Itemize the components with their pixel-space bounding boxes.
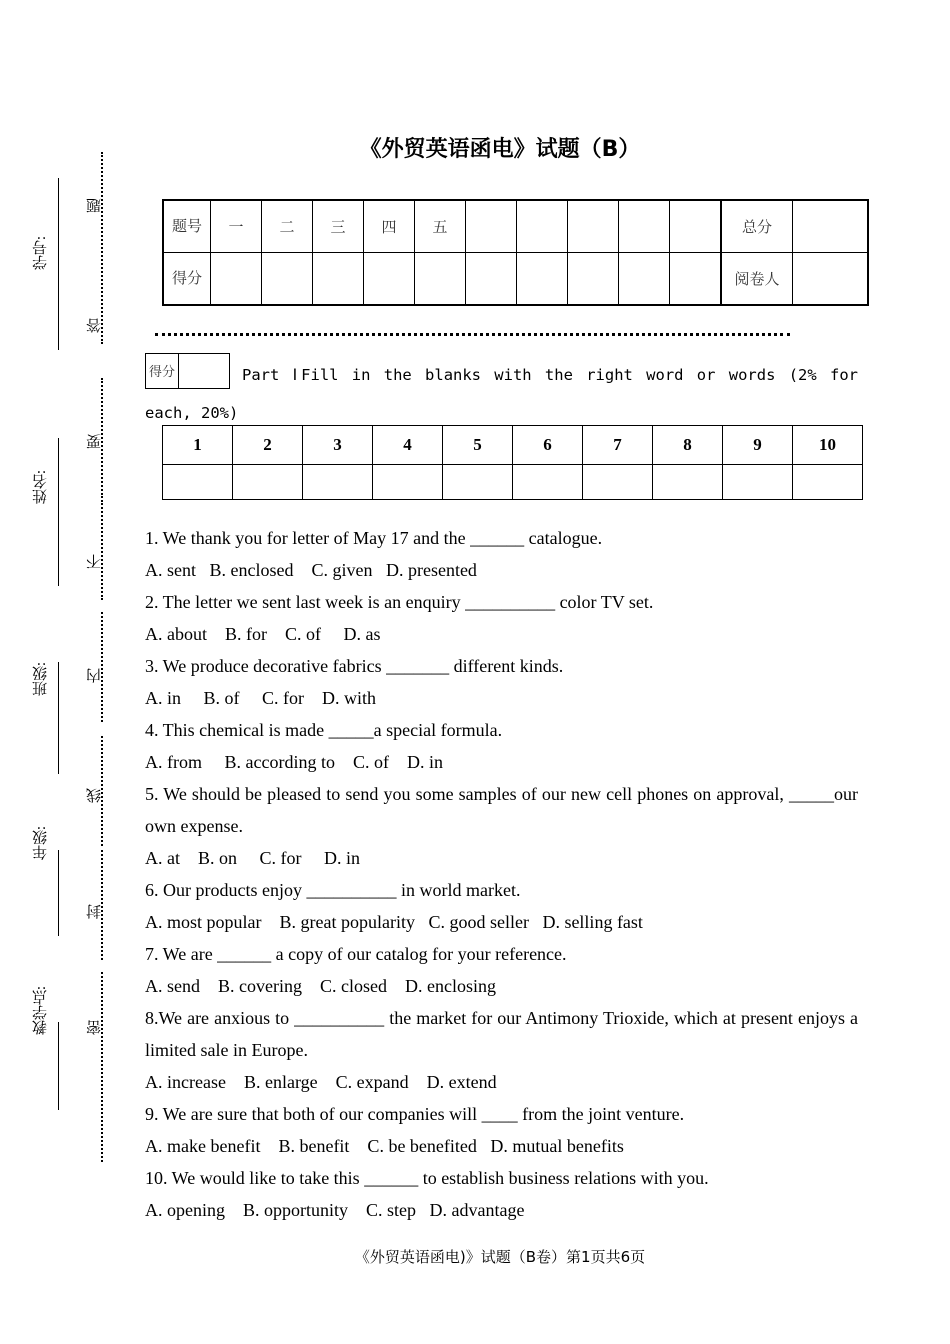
empty-cell <box>670 200 722 253</box>
part1-instruction: Part ⅠFill in the blanks with the right word or words (2% for each, 20%) <box>145 366 858 422</box>
seal-char: 答 <box>87 318 103 333</box>
exam-title: 《外贸英语函电》试题（B） <box>359 137 641 162</box>
question-text: 6. Our products enjoy __________ in world market. <box>145 880 521 900</box>
answer-cell[interactable] <box>163 465 233 500</box>
score-cell[interactable] <box>313 253 364 306</box>
question-options: A. increase B. enlarge C. expand D. extend <box>145 1072 497 1092</box>
seal-char: 要 <box>87 434 103 449</box>
score-cell[interactable] <box>211 253 262 306</box>
section-number: 三 <box>313 200 364 253</box>
question-text: 2. The letter we sent last week is an enquiry __________ color TV set. <box>145 592 654 612</box>
seal-dotted-line <box>101 500 103 600</box>
class-line <box>58 662 59 774</box>
score-cell[interactable] <box>619 253 670 306</box>
answer-cell[interactable] <box>233 465 303 500</box>
answer-header: 7 <box>583 426 653 465</box>
question-text: 5. We should be pleased to send you some samples of our new cell phones on approval, _____our own expense. <box>145 784 858 836</box>
grade-label: 年级: <box>33 826 49 861</box>
seal-dotted-line <box>101 972 103 1162</box>
answer-cell[interactable] <box>373 465 443 500</box>
seal-char: 线 <box>87 788 103 803</box>
score-cell[interactable] <box>517 253 568 306</box>
answer-header: 2 <box>233 426 303 465</box>
teaching-site-label: 教学点: <box>33 986 49 1036</box>
answer-header: 10 <box>793 426 863 465</box>
grade-line <box>58 850 59 936</box>
question-options: A. most popular B. great popularity C. good seller D. selling fast <box>145 912 643 932</box>
score-cell[interactable] <box>364 253 415 306</box>
reviewer-label: 阅卷人 <box>721 253 793 306</box>
question-text: 7. We are ______ a copy of our catalog for your reference. <box>145 944 567 964</box>
answer-cell[interactable] <box>303 465 373 500</box>
name-label: 姓名: <box>33 470 49 505</box>
answer-cell[interactable] <box>513 465 583 500</box>
seal-dotted-line <box>101 152 103 344</box>
question-options: A. from B. according to C. of D. in <box>145 752 443 772</box>
section-number: 四 <box>364 200 415 253</box>
question-options: A. at B. on C. for D. in <box>145 848 360 868</box>
page-footer: 《外贸英语函电)》试题（B卷）第1页共6页 <box>354 1248 646 1266</box>
empty-cell <box>517 200 568 253</box>
empty-cell <box>568 200 619 253</box>
score-table <box>162 199 869 306</box>
total-score-cell[interactable] <box>793 200 869 253</box>
part1-score-label: 得分 <box>146 354 179 389</box>
answer-cell[interactable] <box>583 465 653 500</box>
seal-char: 题 <box>87 198 103 213</box>
answer-cell[interactable] <box>443 465 513 500</box>
student-id-line <box>58 178 59 350</box>
teaching-site-line <box>58 1022 59 1110</box>
answer-cell[interactable] <box>653 465 723 500</box>
student-id-label: 学号: <box>33 236 49 271</box>
score-cell[interactable] <box>670 253 722 306</box>
score-cell[interactable] <box>415 253 466 306</box>
question-number-label: 题号 <box>163 200 211 253</box>
section-number: 五 <box>415 200 466 253</box>
empty-cell <box>466 200 517 253</box>
empty-cell <box>619 200 670 253</box>
question-options: A. make benefit B. benefit C. be benefited D. mutual benefits <box>145 1136 624 1156</box>
answer-header: 3 <box>303 426 373 465</box>
seal-char: 内 <box>87 668 103 683</box>
question-text: 4. This chemical is made _____a special formula. <box>145 720 503 740</box>
answer-header: 5 <box>443 426 513 465</box>
total-score-label: 总分 <box>721 200 793 253</box>
answer-header: 9 <box>723 426 793 465</box>
seal-char: 不 <box>87 554 103 569</box>
name-line <box>58 438 59 586</box>
dotted-separator <box>155 333 790 336</box>
seal-char: 封 <box>87 904 103 919</box>
question-options: A. about B. for C. of D. as <box>145 624 381 644</box>
answer-cell[interactable] <box>723 465 793 500</box>
answer-table <box>162 425 863 500</box>
score-cell[interactable] <box>262 253 313 306</box>
question-options: A. send B. covering C. closed D. enclosing <box>145 976 496 996</box>
question-text: 9. We are sure that both of our companies will ____ from the joint venture. <box>145 1104 685 1124</box>
question-list <box>145 522 858 1226</box>
question-text: 3. We produce decorative fabrics _______ different kinds. <box>145 656 564 676</box>
question-text: 8.We are anxious to __________ the market for our Antimony Trioxide, which at present enjoys a limited sale in Europe. <box>145 1008 858 1060</box>
answer-header: 6 <box>513 426 583 465</box>
section-number: 一 <box>211 200 262 253</box>
question-text: 1. We thank you for letter of May 17 and the ______ catalogue. <box>145 528 603 548</box>
reviewer-cell[interactable] <box>793 253 869 306</box>
section-number: 二 <box>262 200 313 253</box>
seal-dotted-line <box>101 612 103 722</box>
class-label: 班级: <box>33 662 49 697</box>
answer-header: 8 <box>653 426 723 465</box>
question-options: A. in B. of C. for D. with <box>145 688 376 708</box>
score-cell[interactable] <box>568 253 619 306</box>
answer-header: 1 <box>163 426 233 465</box>
question-text: 10. We would like to take this ______ to establish business relations with you. <box>145 1168 709 1188</box>
score-cell[interactable] <box>466 253 517 306</box>
question-options: A. sent B. enclosed C. given D. presented <box>145 560 477 580</box>
score-label: 得分 <box>163 253 211 306</box>
seal-char: 密 <box>87 1020 103 1035</box>
answer-header: 4 <box>373 426 443 465</box>
answer-cell[interactable] <box>793 465 863 500</box>
question-options: A. opening B. opportunity C. step D. advantage <box>145 1200 525 1220</box>
